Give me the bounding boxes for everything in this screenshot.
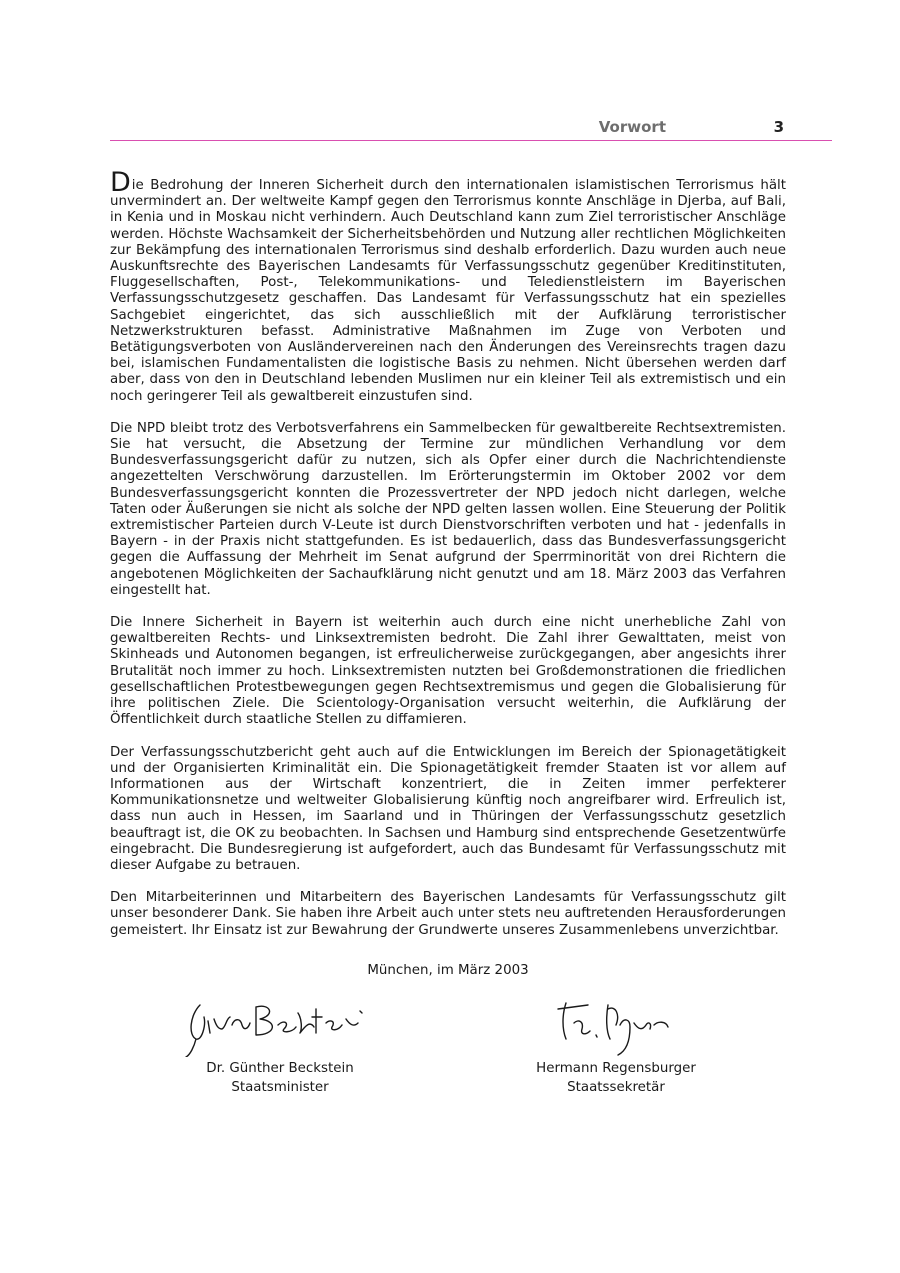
foreword-body [110, 167, 786, 955]
signatory-right-name: Hermann Regensburger [536, 1061, 696, 1076]
section-title: Vorwort [598, 118, 666, 136]
paragraph-1-text: ie Bedrohung der Inneren Sicherheit durch den internationalen islamistischen Terrorismus hält unvermindert an. Der weltweite Kampf gegen den Terrorismus konnte Anschläge in Djerba, auf Bali, in Kenia und in Moskau nicht verhindern. Auch Deutschland kann zum Ziel terroristischer Anschläge werden. Höchste Wachsamkeit der Sicherheitsbehörden und Nutzung aller rechtlichen Möglichkeiten zur Bekämpfung des internationalen Terrorismus sind deshalb erforderlich. Dazu wurden auch neue Auskunftsrechte des Bayerischen Landesamts für Verfassungsschutz gegenüber Kreditinstituten, Fluggesellschaften, Post-, Telekommunikations- und Teledienstleistern im Bayerischen Verfassungsschutzgesetz geschaffen. Das Landesamt für Verfassungsschutz hat ein spezielles Sachgebiet eingerichtet, das sich ausschließlich mit der Aufklärung terroristischer Netzwerkstrukturen befasst. Administrative Maßnahmen im Zuge von Verboten und Betätigungsverboten von Ausländervereinen nach den Änderungen des Vereinsrechts tragen dazu bei, islamischen Fundamentalisten die logistische Basis zu nehmen. Nicht übersehen werden darf aber, dass von den in Deutschland lebenden Muslimen nur ein kleiner Teil als extremistisch und ein noch geringerer Teil als gewaltbereit einzustufen sind. [110, 178, 786, 404]
place-date: München, im März 2003 [367, 963, 529, 978]
signature-block-right [486, 995, 746, 1097]
signatory-left-name: Dr. Günther Beckstein [206, 1061, 354, 1076]
paragraph-1 [110, 167, 786, 405]
handwritten-signature-left [160, 995, 400, 1057]
paragraph-2: Die NPD bleibt trotz des Verbotsverfahrens ein Sammelbecken für gewaltbereite Rechtsextremisten. Sie hat versucht, die Absetzung der Termine zur mündlichen Verhandlung vor dem Bundesverfassungsgericht dafür zu nutzen, sich als Opfer einer durch die Nachrichtendienste angezettelten Verschwörung darzustellen. Im Erörterungstermin im Oktober 2002 vor dem Bundesverfassungsgericht konnten die Prozessvertreter der NPD jedoch nicht darlegen, welche Taten oder Äußerungen sie nicht als solche der NPD gelten lassen wollen. Eine Steuerung der Politik extremistischer Parteien durch V-Leute ist durch Dienstvorschriften verboten und hat - jedenfalls in Bayern - in der Praxis nicht stattgefunden. Es ist bedauerlich, dass das Bundesverfassungsgericht gegen die Auffassung der Mehrheit im Senat aufgrund der Sperrminorität von drei Richtern die angebotenen Möglichkeiten der Sachaufklärung nicht genutzt und am 18. März 2003 das Verfahren eingestellt hat. [110, 420, 786, 598]
paragraph-5: Den Mitarbeiterinnen und Mitarbeitern des Bayerischen Landesamts für Verfassungsschutz gilt unser besonderer Dank. Sie haben ihre Arbeit auch unter stets neu auftretenden Herausforderungen gemeistert. Ihr Einsatz ist zur Bewahrung der Grundwerte unseres Zusammenlebens unverzichtbar. [110, 890, 786, 938]
drop-cap: D [110, 167, 131, 198]
signatory-right-role: Staatssekretär [567, 1080, 665, 1095]
signature-block-left [150, 995, 410, 1097]
page-header [110, 118, 832, 141]
handwritten-signature-right [496, 995, 736, 1057]
page-number: 3 [773, 118, 784, 136]
paragraph-3: Die Innere Sicherheit in Bayern ist weiterhin auch durch eine nicht unerhebliche Zahl von gewaltbereiten Rechts- und Linksextremisten bedroht. Die Zahl ihrer Gewalttaten, meist von Skinheads und Autonomen begangen, ist erfreulicherweise zurückgegangen, aber angesichts ihrer Brutalität noch immer zu hoch. Linksextremisten nutzten bei Großdemonstrationen die friedlichen gesellschaftlichen Protestbewegungen gegen Rechtsextremismus und gegen die Globalisierung für ihre politischen Ziele. Die Scientology-Organisation versucht weiterhin, die Aufklärung der Öffentlichkeit durch staatliche Stellen zu diffamieren. [110, 615, 786, 728]
paragraph-4: Der Verfassungsschutzbericht geht auch auf die Entwicklungen im Bereich der Spionagetätigkeit und der Organisierten Kriminalität ein. Die Spionagetätigkeit fremder Staaten ist vor allem auf Informationen aus der Wirtschaft konzentriert, die in Zeiten immer perfekterer Kommunikationsnetze und weltweiter Globalisierung künftig noch angreifbarer wird. Erfreulich ist, dass nun auch in Hessen, im Saarland und in Thüringen der Verfassungsschutz gesetzlich beauftragt ist, die OK zu beobachten. In Sachsen und Hamburg sind entsprechende Gesetzentwürfe eingebracht. Die Bundesregierung ist aufgefordert, auch das Bundesamt für Verfassungsschutz mit dieser Aufgabe zu betrauen. [110, 744, 786, 873]
signatory-left-role: Staatsminister [231, 1080, 329, 1095]
